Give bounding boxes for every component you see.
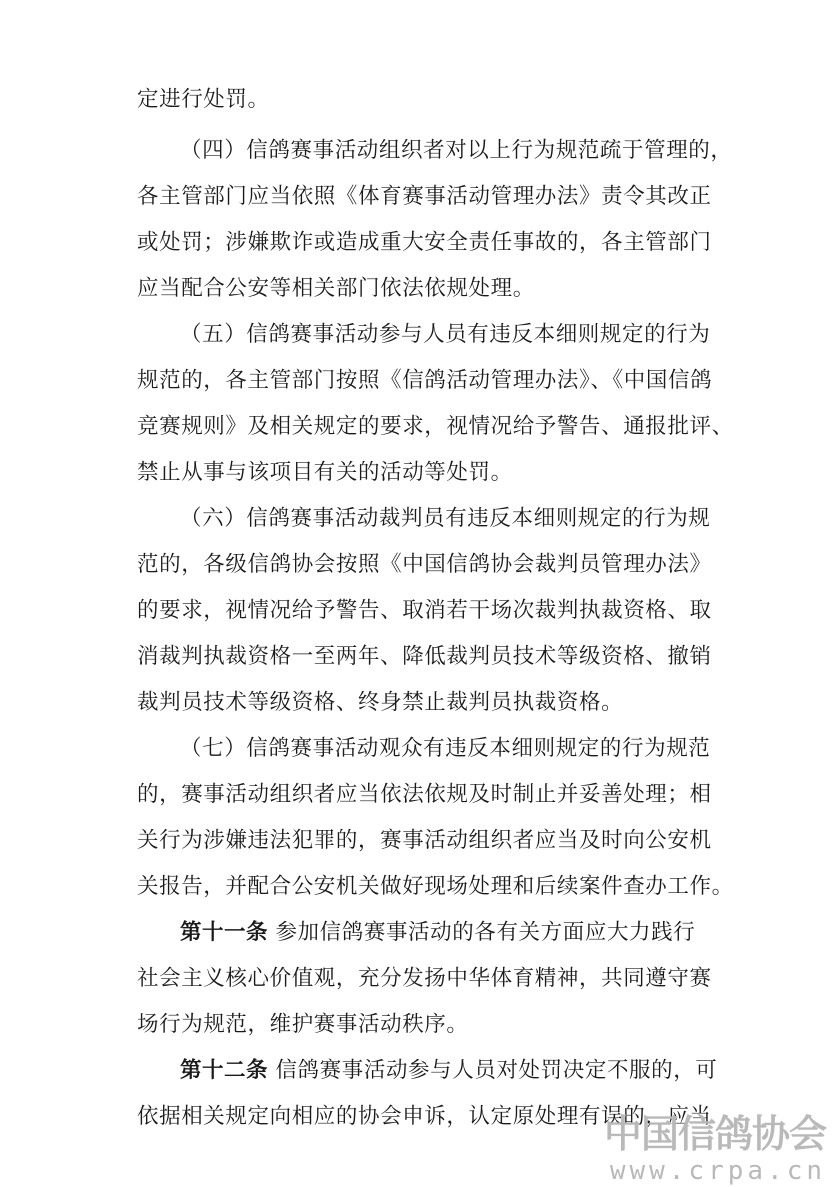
article-11-line — [180, 918, 720, 948]
paragraph-line: （七）信鸽赛事活动观众有违反本细则规定的行为规范 — [180, 736, 711, 761]
paragraph-line: 依据相关规定向相应的协会申诉，认定原处理有误的，应当 — [137, 1104, 712, 1129]
paragraph-line: 场行为规范，维护赛事活动秩序。 — [137, 1012, 469, 1037]
article-12-text: 信鸽赛事活动参与人员对处罚决定不服的，可 — [275, 1058, 718, 1083]
paragraph-line: 关报告，并配合公安机关做好现场处理和后续案件查办工作。 — [137, 874, 734, 899]
paragraph-line: 关行为涉嫌违法犯罪的，赛事活动组织者应当及时向公安机 — [137, 828, 712, 853]
paragraph-line: 应当配合公安等相关部门依法依规处理。 — [137, 276, 535, 301]
article-12-heading: 第十二条 — [180, 1058, 269, 1083]
paragraph-line: 禁止从事与该项目有关的活动等处罚。 — [137, 460, 513, 485]
article-11-heading: 第十一条 — [180, 920, 269, 945]
paragraph-line: 范的，各级信鸽协会按照《中国信鸽协会裁判员管理办法》 — [137, 552, 712, 577]
watermark — [596, 1112, 826, 1186]
paragraph-line: 规范的，各主管部门按照《信鸽活动管理办法》、《中国信鸽 — [137, 368, 713, 393]
paragraph-line: 裁判员技术等级资格、终身禁止裁判员执裁资格。 — [137, 690, 624, 715]
paragraph-line: （六）信鸽赛事活动裁判员有违反本细则规定的行为规 — [180, 506, 711, 531]
paragraph-line: （五）信鸽赛事活动参与人员有违反本细则规定的行为 — [180, 322, 711, 347]
paragraph-line: 的，赛事活动组织者应当依法依规及时制止并妥善处理；相 — [137, 782, 712, 807]
watermark-url: www.crpa.cn — [609, 1156, 826, 1186]
paragraph-line: 消裁判执裁资格一至两年、降低裁判员技术等级资格、撤销 — [137, 644, 712, 669]
paragraph-line: 定进行处罚。 — [137, 87, 270, 112]
paragraph-line: 社会主义核心价值观，充分发扬中华体育精神，共同遵守赛 — [137, 966, 712, 991]
article-12-line — [180, 1056, 720, 1086]
paragraph-line: 各主管部门应当依照《体育赛事活动管理办法》责令其改正 — [137, 184, 712, 209]
paragraph-line: （四）信鸽赛事活动组织者对以上行为规范疏于管理的， — [180, 138, 733, 163]
paragraph-line: 或处罚；涉嫌欺诈或造成重大安全责任事故的，各主管部门 — [137, 230, 712, 255]
paragraph-line: 竞赛规则》及相关规定的要求，视情况给予警告、通报批评、 — [137, 414, 734, 439]
watermark-name: 中国信鸽协会 — [603, 1112, 826, 1156]
paragraph-line: 的要求，视情况给予警告、取消若干场次裁判执裁资格、取 — [137, 598, 712, 623]
article-11-text: 参加信鸽赛事活动的各有关方面应大力践行 — [275, 920, 696, 945]
